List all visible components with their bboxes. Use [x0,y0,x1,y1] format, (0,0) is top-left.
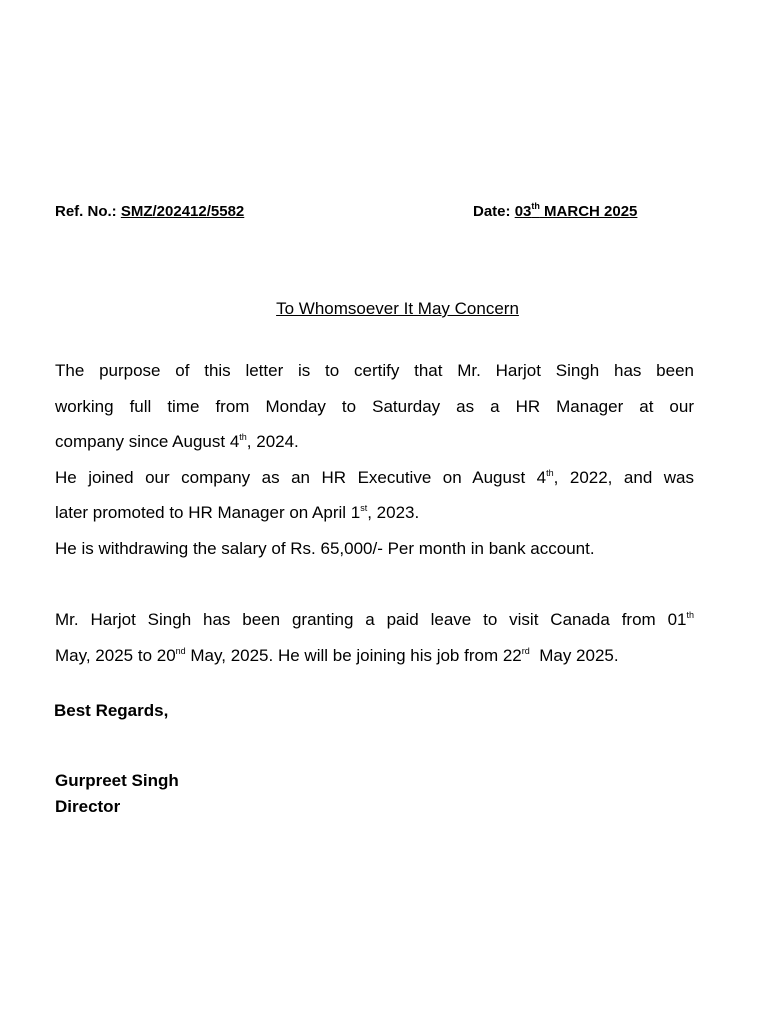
paragraph-line [55,638,694,674]
reference-number [55,202,244,222]
signatory-name: Gurpreet Singh [55,771,179,790]
signatory-title: Director [55,797,121,816]
paragraph-line [55,424,694,460]
text-segment: , 2024. [246,432,299,451]
text-segment: , 2022, and was [553,467,694,487]
ordinal-suffix: th [239,432,247,442]
ordinal-suffix: th [546,467,554,478]
date-value [515,203,638,220]
date-label: Date: [473,203,511,220]
date-day-suffix: th [531,201,540,211]
ref-label: Ref. No.: [55,203,117,220]
text-segment: , 2023. [367,503,420,522]
paragraph-line [55,602,694,638]
letter-date [473,202,637,222]
ref-value: SMZ/202412/5582 [120,203,245,220]
text-segment: May 2025. [529,645,619,665]
letter-subject: To Whomsoever It May Concern [276,299,519,318]
ordinal-suffix: th [686,610,694,620]
ordinal-suffix: rd [521,645,530,656]
text-segment: May, 2025 to 20 [55,645,176,665]
ordinal-suffix: st [360,503,368,513]
paragraph-line [55,495,694,531]
paragraph-leave [55,602,694,673]
paragraph-line: He is withdrawing the salary of Rs. 65,000/- Per month in bank account. [55,538,595,558]
paragraph-line: working full time from Monday to Saturday as a HR Manager at our [55,396,694,416]
paragraph-certification [55,353,694,566]
paragraph-line [55,460,694,496]
date-month-year: MARCH 2025 [539,203,638,220]
text-segment: later promoted to HR Manager on April 1 [55,503,361,522]
date-day: 03 [514,203,532,220]
text-segment: He joined our company as an HR Executive on August 4 [55,467,547,487]
text-segment: Mr. Harjot Singh has been granting a paid leave to visit Canada from 01 [55,610,687,629]
text-segment: company since August 4 [55,432,240,451]
text-segment: May, 2025. He will be joining his job from 22 [185,645,522,665]
paragraph-line: The purpose of this letter is to certify that Mr. Harjot Singh has been [55,361,694,380]
closing-regards: Best Regards, [54,701,169,720]
ordinal-suffix: nd [175,645,186,656]
